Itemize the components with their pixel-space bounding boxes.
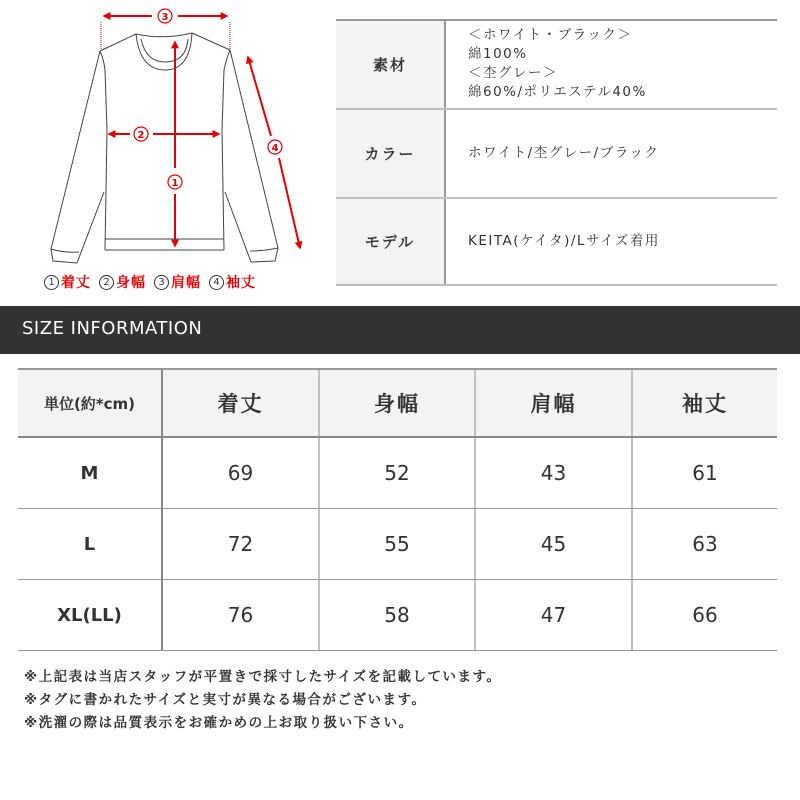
legend-item-shoulder-width [154, 270, 201, 294]
size-label: L [83, 533, 96, 555]
header-length: 着丈 [161, 370, 318, 436]
circled-number-1-icon: 1 [44, 275, 59, 290]
measurement-diagram [0, 0, 330, 300]
circled-number-3-icon: 3 [154, 275, 169, 290]
size-table [18, 368, 777, 651]
spec-value [446, 199, 777, 284]
svg-text:3: 3 [161, 12, 169, 23]
table-cell: 76 [161, 580, 318, 650]
section-title: SIZE INFORMATION [22, 318, 203, 339]
table-row [18, 509, 777, 580]
legend-item-length [44, 270, 91, 294]
size-label: M [80, 462, 99, 484]
header-unit: 単位(約*cm) [43, 394, 136, 413]
legend-label: 袖丈 [226, 275, 256, 291]
note-line: ※洗濯の際は品質表示をお確かめの上お取り扱い下さい。 [24, 715, 414, 731]
table-cell: 63 [631, 509, 777, 579]
circled-number-2-icon: 2 [99, 275, 114, 290]
measurement-legend [44, 270, 304, 294]
table-cell: 61 [631, 438, 777, 508]
table-cell: 47 [474, 580, 631, 650]
spec-value [446, 110, 777, 197]
svg-text:4: 4 [271, 143, 279, 154]
spec-value-line: KEITA(ケイタ)/Lサイズ着用 [468, 233, 660, 249]
section-header-band [0, 306, 800, 354]
table-cell: 43 [474, 438, 631, 508]
spec-row-model [336, 197, 777, 286]
spec-value-line: ＜ホワイト・ブラック＞ [468, 27, 633, 43]
table-row [18, 580, 777, 651]
table-cell: 45 [474, 509, 631, 579]
product-spec-table [336, 19, 777, 286]
legend-item-sleeve-length [209, 270, 256, 294]
table-cell: 66 [631, 580, 777, 650]
spec-value-line: 綿60%/ポリエステル40% [468, 84, 647, 100]
spec-row-color [336, 108, 777, 197]
table-row [18, 438, 777, 509]
spec-value-line: ホワイト/杢グレー/ブラック [468, 145, 660, 161]
legend-label: 身幅 [116, 275, 146, 291]
size-label: XL(LL) [57, 604, 122, 626]
notes [24, 666, 501, 735]
svg-text:2: 2 [137, 130, 145, 141]
spec-value-line: 綿100% [468, 46, 528, 62]
header-body-width: 身幅 [318, 370, 474, 436]
svg-text:1: 1 [171, 178, 179, 189]
table-cell: 72 [161, 509, 318, 579]
spec-label: 素材 [336, 21, 446, 108]
spec-value-line: ＜杢グレー＞ [468, 65, 558, 81]
legend-item-body-width [99, 270, 146, 294]
note-line: ※上記表は当店スタッフが平置きで採寸したサイズを記載しています。 [24, 669, 502, 685]
table-cell: 69 [161, 438, 318, 508]
legend-label: 着丈 [61, 275, 91, 291]
table-cell: 52 [318, 438, 474, 508]
header-shoulder-width: 肩幅 [474, 370, 631, 436]
spec-label: カラー [336, 110, 446, 197]
spec-value [446, 21, 777, 108]
legend-label: 肩幅 [171, 275, 201, 291]
note-line: ※タグに書かれたサイズと実寸が異なる場合がございます。 [24, 692, 427, 708]
circled-number-4-icon: 4 [209, 275, 224, 290]
size-table-header-row [18, 368, 777, 438]
table-cell: 55 [318, 509, 474, 579]
table-cell: 58 [318, 580, 474, 650]
spec-label: モデル [336, 199, 446, 284]
spec-row-material [336, 19, 777, 108]
header-sleeve-length: 袖丈 [631, 370, 777, 436]
shirt-illustration [0, 0, 330, 300]
